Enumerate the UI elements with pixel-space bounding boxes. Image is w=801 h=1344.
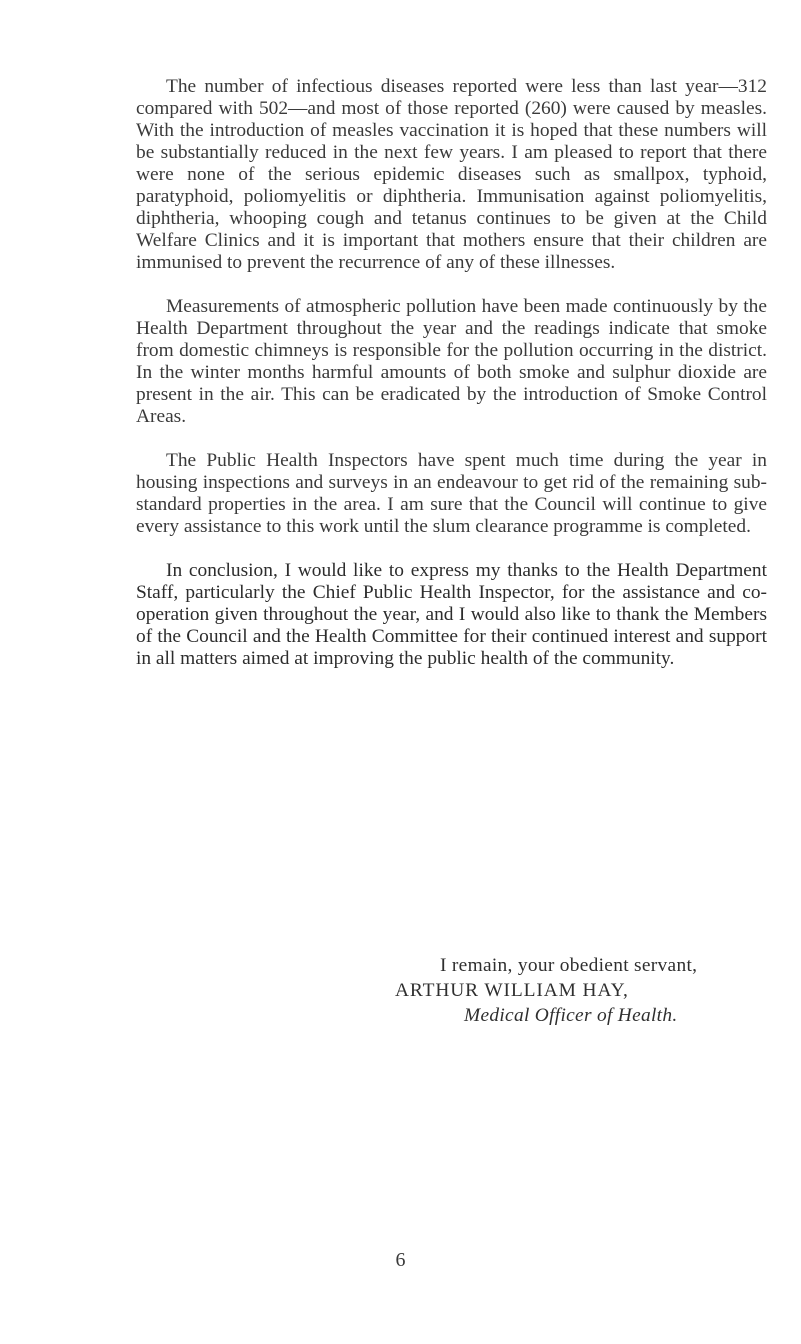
signatory-name: ARTHUR WILLIAM HAY, xyxy=(395,980,629,1001)
page-number: 6 xyxy=(395,1249,406,1271)
valediction: I remain, your obedient servant, xyxy=(440,955,698,976)
paragraph-atmospheric-pollution: Measurements of atmospheric pollution have been made continuously by the Health Department throughout the year and the readings indicate that smoke from domestic chimneys is responsible for the pollution occurring in the district. In the winter months harmful amounts of both smoke and sulphur dioxide are present in the air. This can be eradicated by the introduction of Smoke Control Areas. xyxy=(136,296,767,427)
paragraph-housing-inspections: The Public Health Inspectors have spent much time during the year in housing inspections and surveys in an endeavour to get rid of the remaining sub-standard properties in the area. I am sure that the Council will continue to give every assistance to this work until the slum clearance programme is completed. xyxy=(136,450,767,537)
signature-block xyxy=(393,955,773,1027)
paragraph-infectious-diseases: The number of infectious diseases reported were less than last year—312 compared with 502—and most of those reported (260) were caused by measles. With the introduction of measles vaccination it is hoped that these numbers will be substantially reduced in the next few years. I am pleased to report that there were none of the serious epidemic diseases such as smallpox, typhoid, paratyphoid, poliomyelitis or diphtheria. Immunisation against poliomyelitis, diphtheria, whooping cough and tetanus continues to be given at the Child Welfare Clinics and it is important that mothers ensure that their children are immunised to prevent the recurrence of any of these illnesses. xyxy=(136,76,767,273)
report-body xyxy=(136,76,767,692)
paragraph-conclusion: In conclusion, I would like to express my thanks to the Health Department Staff, particularly the Chief Public Health Inspector, for the assistance and co-operation given throughout the year, and I would also like to thank the Members of the Council and the Health Committee for their continued interest and support in all matters aimed at improving the public health of the community. xyxy=(136,560,767,669)
signatory-title: Medical Officer of Health. xyxy=(464,1005,678,1026)
